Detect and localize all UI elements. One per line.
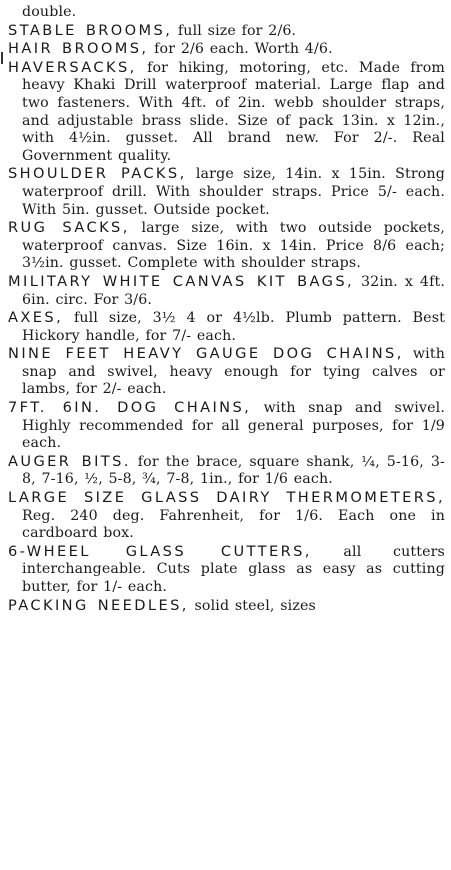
entry-text: 32in. x 4ft. 6in. circ. For 3/6.	[22, 273, 445, 308]
list-item	[4, 345, 445, 399]
list-item	[4, 597, 445, 616]
list-item	[4, 489, 445, 543]
entry-text: for the brace, square shank, ¼, 5-16, 3-8, 7-16, ½, 5-8, ¾, 7-8, 1in., for 1/6 each.	[22, 453, 445, 488]
list-item	[4, 273, 445, 309]
list-item	[4, 309, 445, 345]
list-item	[4, 4, 445, 22]
entry-text: with snap and swivel. Highly recommended for all general purposes, for 1/9 each.	[22, 400, 445, 452]
entry-text: large size, 14in. x 15in. Strong waterproof drill. With shoulder straps. Price 5/- each. With 5in. gusset. Outside pocket.	[22, 166, 446, 218]
list-item	[4, 22, 445, 41]
entry-heading: AUGER BITS.	[8, 452, 131, 470]
entry-heading: SHOULDER PACKS,	[8, 165, 187, 183]
entry-heading: HAVERSACKS,	[8, 58, 137, 76]
entry-text: for 2/6 each. Worth 4/6.	[148, 41, 333, 58]
entry-heading: NINE FEET HEAVY GAUGE DOG CHAINS,	[8, 345, 404, 363]
entry-text: full size, 3½ 4 or 4½lb. Plumb pattern. Best Hickory handle, for 7/- each.	[22, 310, 445, 344]
entry-text: large size, with two outside pockets, waterproof canvas. Size 16in. x 14in. Price 8/6 each; 3½in. gusset. Complete with shoulder straps.	[22, 220, 445, 272]
margin-rule	[1, 52, 3, 64]
entry-text: full size for 2/6.	[172, 22, 297, 39]
entry-heading: HAIR BROOMS,	[8, 40, 149, 58]
entry-heading: 6-WHEEL GLASS CUTTERS,	[8, 542, 312, 560]
entry-text: with snap and swivel, heavy enough for tying calves or lambs, for 2/- each.	[22, 346, 446, 398]
entry-text: Reg. 240 deg. Fahrenheit, for 1/6. Each one in cardboard box.	[22, 507, 445, 542]
list-item	[4, 59, 445, 166]
entry-heading: MILITARY WHITE CANVAS KIT BAGS,	[8, 272, 355, 290]
entry-text: for hiking, motoring, etc. Made from heavy Khaki Drill waterproof material. Large flap and two fasteners. With 4ft. of 2in. webb shoulder straps, and adjustable brass slide. Size of pack 13in. x 12in., with 4½in. gusset. All brand new. For 2/-. Real Government quality.	[22, 59, 445, 164]
list-item	[4, 40, 445, 59]
entry-heading: STABLE BROOMS,	[8, 21, 173, 39]
entry-heading: LARGE SIZE GLASS DAIRY THERMOMETERS,	[8, 489, 445, 507]
list-item	[4, 165, 445, 219]
list-item	[4, 453, 445, 489]
entry-text: double.	[22, 4, 77, 20]
entry-heading: RUG SACKS,	[8, 219, 130, 237]
entry-heading: PACKING NEEDLES,	[8, 596, 189, 614]
entry-text: solid steel, sizes	[188, 597, 316, 614]
entry-heading: 7FT. 6IN. DOG CHAINS,	[8, 399, 252, 417]
entry-text: all cutters interchangeable. Cuts plate glass as easy as cutting butter, for 1/- each.	[22, 543, 445, 595]
entry-heading: AXES,	[8, 309, 64, 327]
list-item	[4, 399, 445, 453]
list-item	[4, 219, 445, 273]
list-item	[4, 543, 445, 597]
